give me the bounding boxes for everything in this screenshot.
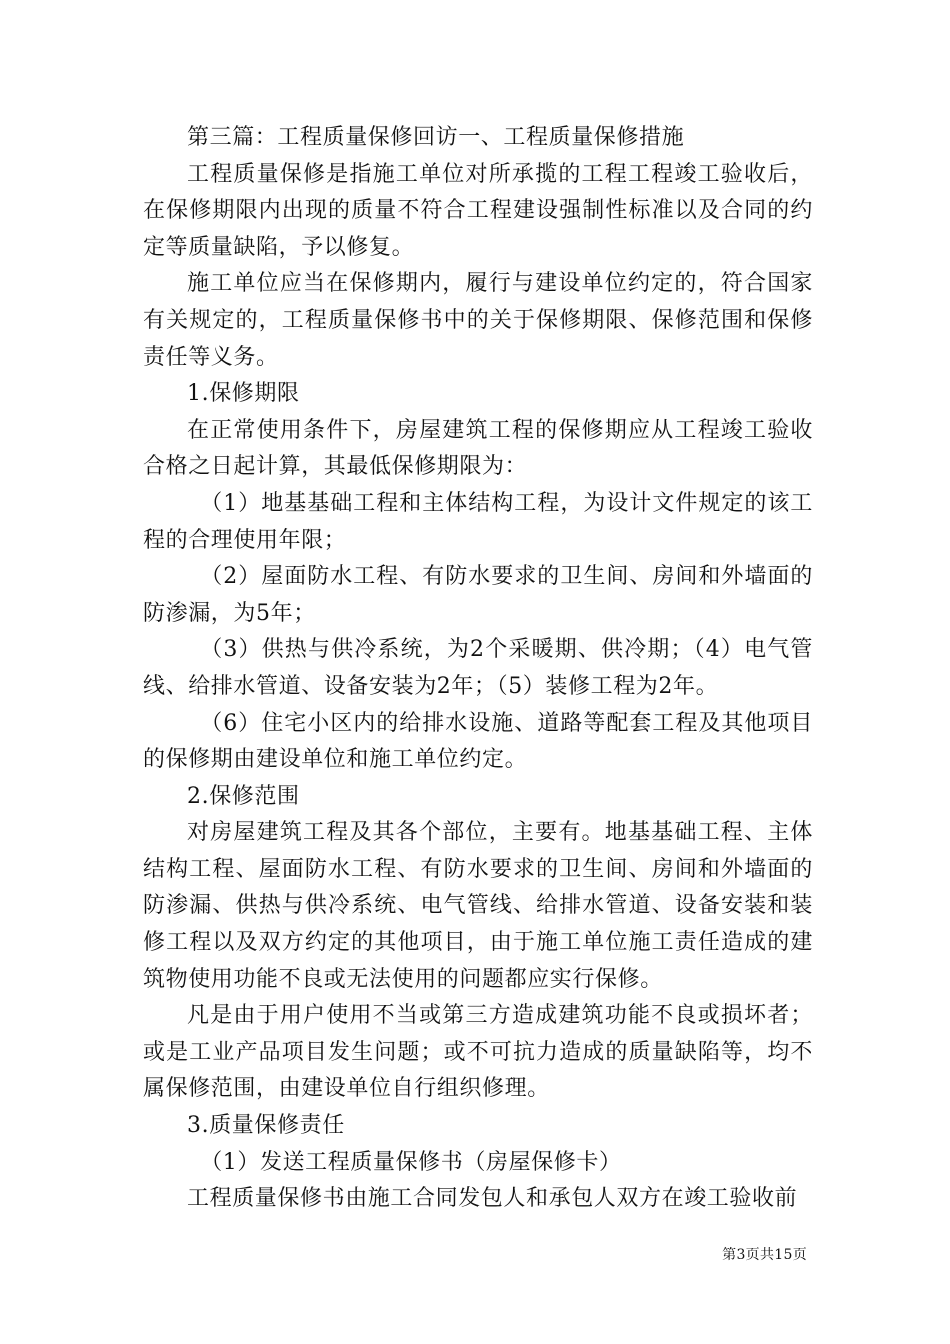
- paragraph-scope: 对房屋建筑工程及其各个部位，主要有。地基基础工程、主体结构工程、屋面防水工程、有防水要求的卫生间、房间和外墙面的防渗漏、供热与供冷系统、电气管线、给排水管道、设备安装和装修工程以及双方约定的其他项目，由于施工单位施工责任造成的建筑物使用功能不良或无法使用的问题都应实行保修。: [143, 820, 813, 992]
- paragraph-definition: 工程质量保修是指施工单位对所承揽的工程工程竣工验收后，在保修期限内出现的质量不符合工程建设强制性标准以及合同的约定等质量缺陷，予以修复。: [143, 161, 813, 260]
- page-number: 第3页共15页: [722, 1247, 807, 1263]
- paragraph-exclusions: 凡是由于用户使用不当或第三方造成建筑功能不良或损坏者；或是工业产品项目发生问题；或不可抗力造成的质量缺陷等，均不属保修范围，由建设单位自行组织修理。: [143, 1003, 813, 1102]
- list-item-1: （1）地基基础工程和主体结构工程，为设计文件规定的该工程的合理使用年限；: [143, 490, 813, 553]
- list-item-send-certificate: （1）发送工程质量保修书（房屋保修卡）: [200, 1149, 622, 1175]
- heading-warranty-period: 1.保修期限: [187, 381, 300, 407]
- paragraph-certificate: 工程质量保修书由施工合同发包人和承包人双方在竣工验收前: [187, 1186, 798, 1212]
- list-item-6: （6）住宅小区内的给排水设施、道路等配套工程及其他项目的保修期由建设单位和施工单位约定。: [143, 710, 813, 773]
- list-item-2: （2）屋面防水工程、有防水要求的卫生间、房间和外墙面的防渗漏，为5年；: [143, 564, 813, 626]
- paragraph-period-intro: 在正常使用条件下，房屋建筑工程的保修期应从工程竣工验收合格之日起计算，其最低保修期限为：: [143, 417, 813, 480]
- paragraph-obligation: 施工单位应当在保修期内，履行与建设单位约定的，符合国家有关规定的，工程质量保修书中的关于保修期限、保修范围和保修责任等义务。: [143, 271, 813, 370]
- document-body: [143, 120, 813, 1218]
- heading-warranty-responsibility: 3.质量保修责任: [187, 1113, 345, 1139]
- list-item-3-5: （3）供热与供冷系统，为2个采暖期、供冷期；（4）电气管线、给排水管道、设备安装为2年；（5）装修工程为2年。: [143, 637, 813, 699]
- heading-warranty-scope: 2.保修范围: [187, 783, 300, 809]
- section-title: 第三篇：工程质量保修回访一、工程质量保修措施: [187, 125, 685, 150]
